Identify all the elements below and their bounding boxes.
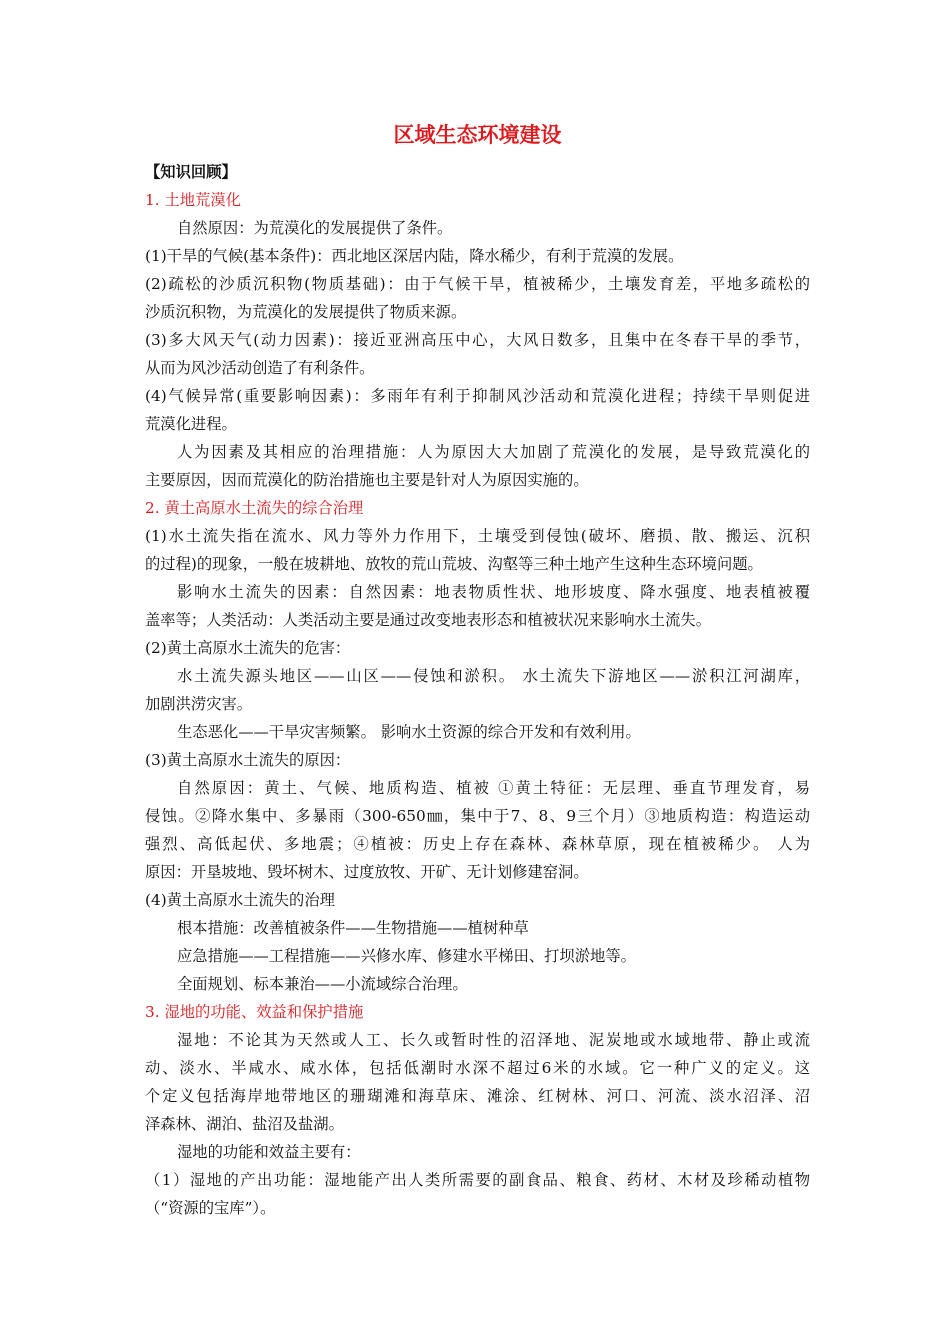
text-line: 影响水土流失的因素：自然因素：地表物质性状、地形坡度、降水强度、地表植被覆 (177, 583, 810, 601)
text-line: (1)干旱的气候(基本条件)：西北地区深居内陆，降水稀少，有利于荒漠的发展。 (145, 247, 684, 265)
text-line: (4)气候异常(重要影响因素)：多雨年有利于抑制风沙活动和荒漠化进程；持续干旱则促进 (145, 387, 810, 405)
text-line: 个定义包括海岸地带地区的珊瑚滩和海草床、滩涂、红树林、河口、河流、淡水沼泽、沼 (145, 1087, 810, 1105)
text-line: (2)疏松的沙质沉积物(物质基础)：由于气候干旱，植被稀少，土壤发育差，平地多疏松的 (145, 275, 810, 293)
section-heading: 3. 湿地的功能、效益和保护措施 (145, 1003, 364, 1021)
text-line: 侵蚀。②降水集中、多暴雨（300-650㎜，集中于7、8、9三个月）③地质构造：构造运动 (145, 807, 810, 825)
text-line: 原因：开垦坡地、毁坏树木、过度放牧、开矿、无计划修建窑洞。 (145, 863, 589, 881)
text-line: 根本措施：改善植被条件——生物措施——植树种草 (177, 919, 529, 937)
text-line: (3)多大风天气(动力因素)：接近亚洲高压中心，大风日数多，且集中在冬春干旱的季节， (145, 331, 810, 349)
text-line: （“资源的宝库”）。 (145, 1199, 276, 1217)
text-line: 加剧洪涝灾害。 (145, 695, 253, 713)
text-line: 【知识回顾】 (145, 163, 237, 181)
text-line: 盖率等；人类活动：人类活动主要是通过改变地表形态和植被状况来影响水土流失。 (145, 611, 711, 629)
text-line: (3)黄土高原水土流失的原因： (145, 751, 351, 769)
text-line: 自然原因：黄土、气候、地质构造、植被 ①黄土特征：无层理、垂直节理发育，易 (177, 779, 810, 797)
text-line: 湿地：不论其为天然或人工、长久或暂时性的沼泽地、泥炭地或水域地带、静止或流 (177, 1031, 810, 1049)
text-line: (4)黄土高原水土流失的治理 (145, 891, 335, 909)
text-line: 从而为风沙活动创造了有利条件。 (145, 359, 375, 377)
text-line: 强烈、高低起伏、多地震；④植被：历史上存在森林、森林草原，现在植被稀少。 人为 (145, 835, 810, 853)
text-line: 生态恶化——干旱灾害频繁。 影响水土资源的综合开发和有效利用。 (177, 723, 641, 741)
text-line: 人为因素及其相应的治理措施：人为原因大大加剧了荒漠化的发展，是导致荒漠化的 (177, 443, 810, 461)
text-line: 全面规划、标本兼治——小流域综合治理。 (177, 975, 468, 993)
text-line: 自然原因：为荒漠化的发展提供了条件。 (177, 219, 453, 237)
document-body (145, 120, 810, 1222)
text-line: 动、淡水、半咸水、咸水体，包括低潮时水深不超过6米的水域。它一种广义的定义。这 (145, 1059, 810, 1077)
text-line: 沙质沉积物，为荒漠化的发展提供了物质来源。 (145, 303, 467, 321)
text-line: 主要原因，因而荒漠化的防治措施也主要是针对人为原因实施的。 (145, 471, 589, 489)
text-line: 湿地的功能和效益主要有： (177, 1143, 361, 1161)
text-line: 荒漠化进程。 (145, 415, 237, 433)
text-line: 水土流失源头地区——山区——侵蚀和淤积。 水土流失下游地区——淤积江河湖库， (177, 667, 810, 685)
text-line: 的过程)的现象，一般在坡耕地、放牧的荒山荒坡、沟壑等三种土地产生这种生态环境问题。 (145, 555, 763, 573)
text-line: (1)水土流失指在流水、风力等外力作用下，土壤受到侵蚀(破坏、磨损、散、搬运、沉积 (145, 527, 810, 545)
text-line: 应急措施——工程措施——兴修水库、修建水平梯田、打坝淤地等。 (177, 947, 636, 965)
text-line: 泽森林、湖泊、盐沼及盐湖。 (145, 1115, 344, 1133)
text-line: （1）湿地的产出功能：湿地能产出人类所需要的副食品、粮食、药材、木材及珍稀动植物 (145, 1171, 810, 1189)
section-heading: 1. 土地荒漠化 (145, 191, 241, 209)
section-heading: 2. 黄土高原水土流失的综合治理 (145, 499, 364, 517)
page-title: 区域生态环境建设 (393, 122, 562, 147)
text-line: (2)黄土高原水土流失的危害： (145, 639, 351, 657)
